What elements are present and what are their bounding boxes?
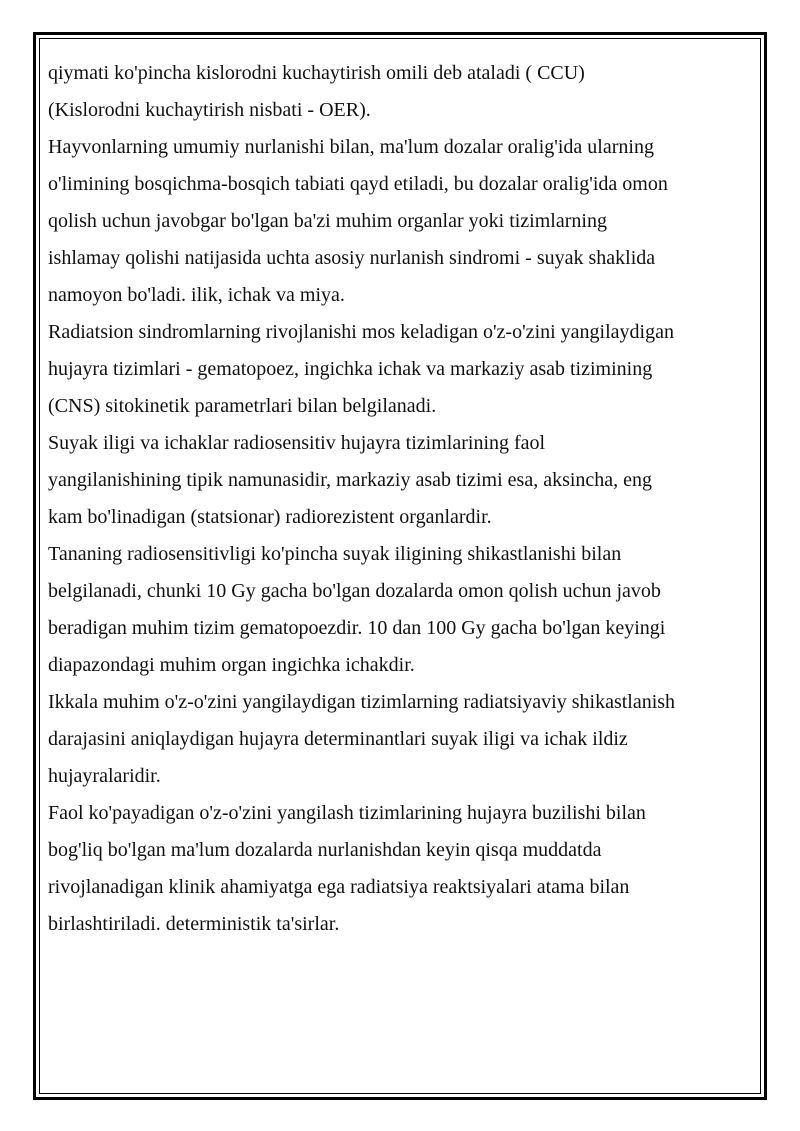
document-body (48, 55, 738, 943)
text-line: bog'liq bo'lgan ma'lum dozalarda nurlanishdan keyin qisqa muddatda (48, 839, 602, 861)
text-line: hujayralaridir. (48, 765, 161, 787)
text-line: ishlamay qolishi natijasida uchta asosiy nurlanish sindromi - suyak shaklida (48, 247, 656, 269)
text-line: o'limining bosqichma-bosqich tabiati qayd etiladi, bu dozalar oralig'ida omon (48, 173, 668, 195)
text-line: Hayvonlarning umumiy nurlanishi bilan, ma'lum dozalar oralig'ida ularning (48, 136, 654, 158)
text-line: birlashtiriladi. deterministik ta'sirlar. (48, 913, 340, 935)
text-line: Suyak iligi va ichaklar radiosensitiv hujayra tizimlarining faol (48, 432, 546, 454)
text-line: qolish uchun javobgar bo'lgan ba'zi muhim organlar yoki tizimlarning (48, 210, 607, 232)
text-line: darajasini aniqlaydigan hujayra determinantlari suyak iligi va ichak ildiz (48, 728, 628, 750)
text-line: (CNS) sitokinetik parametrlari bilan belgilanadi. (48, 395, 437, 417)
text-line: Tananing radiosensitivligi ko'pincha suyak iligining shikastlanishi bilan (48, 543, 622, 565)
text-line: belgilanadi, chunki 10 Gy gacha bo'lgan dozalarda omon qolish uchun javob (48, 580, 661, 602)
text-line: diapazondagi muhim organ ingichka ichakdir. (48, 654, 415, 676)
text-line: namoyon bo'ladi. ilik, ichak va miya. (48, 284, 345, 306)
text-line: beradigan muhim tizim gematopoezdir. 10 dan 100 Gy gacha bo'lgan keyingi (48, 617, 666, 639)
text-line: yangilanishining tipik namunasidir, markaziy asab tizimi esa, aksincha, eng (48, 469, 653, 491)
text-line: Radiatsion sindromlarning rivojlanishi mos keladigan o'z-o'zini yangilaydigan (48, 321, 674, 343)
text-line: rivojlanadigan klinik ahamiyatga ega radiatsiya reaktsiyalari atama bilan (48, 876, 630, 898)
text-line: (Kislorodni kuchaytirish nisbati - OER). (48, 99, 371, 121)
text-line: kam bo'linadigan (statsionar) radiorezistent organlardir. (48, 506, 492, 528)
text-line: qiymati ko'pincha kislorodni kuchaytirish omili deb ataladi ( CCU) (48, 62, 585, 84)
text-line: Faol ko'payadigan o'z-o'zini yangilash tizimlarining hujayra buzilishi bilan (48, 802, 646, 824)
text-line: Ikkala muhim o'z-o'zini yangilaydigan tizimlarning radiatsiyaviy shikastlanish (48, 691, 676, 713)
text-line: hujayra tizimlari - gematopoez, ingichka ichak va markaziy asab tizimining (48, 358, 653, 380)
